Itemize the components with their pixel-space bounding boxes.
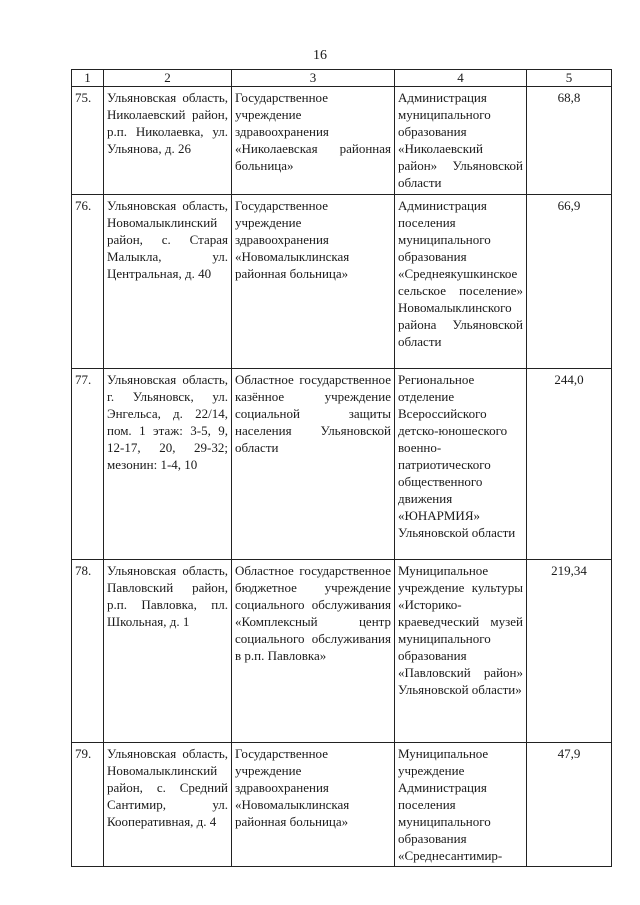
row-number: 76. bbox=[72, 195, 104, 369]
area-cell: 47,9 bbox=[527, 743, 612, 867]
area-cell: 68,8 bbox=[527, 87, 612, 195]
area-cell: 219,34 bbox=[527, 560, 612, 743]
owner-cell: Муниципальное учреждение Администрация поселения муниципального образования «Среднесантимир- bbox=[395, 743, 527, 867]
address-cell: Ульяновская область, Николаевский район, р.п. Николаевка, ул. Ульянова, д. 26 bbox=[104, 87, 232, 195]
page-number: 16 bbox=[313, 48, 327, 63]
area-cell: 66,9 bbox=[527, 195, 612, 369]
owner-cell: Муниципальное учреждение культуры «Историко-краеведческий музей муниципального образования «Павловский район» Ульяновской области» bbox=[395, 560, 527, 743]
owner-cell: Администрация муниципального образования «Николаевский район» Ульяновской области bbox=[395, 87, 527, 195]
user-cell: Государственное учреждение здравоохранения «Николаевская районная больница» bbox=[232, 87, 395, 195]
row-number: 75. bbox=[72, 87, 104, 195]
table-row bbox=[72, 87, 612, 195]
owner-cell: Региональное отделение Всероссийского детско-юношеского военно-патриотического общественного движения «ЮНАРМИЯ» Ульяновской области bbox=[395, 369, 527, 560]
address-cell: Ульяновская область, Новомалыклинский район, с. Средний Сантимир, ул. Кооперативная, д. 4 bbox=[104, 743, 232, 867]
user-cell: Государственное учреждение здравоохранения «Новомалыклинская районная больница» bbox=[232, 743, 395, 867]
user-cell: Областное государственное казённое учреждение социальной защиты населения Ульяновской области bbox=[232, 369, 395, 560]
column-header-3: 3 bbox=[232, 70, 395, 87]
column-header-1: 1 bbox=[72, 70, 104, 87]
property-table bbox=[71, 69, 612, 867]
header-row bbox=[72, 70, 612, 87]
user-cell: Государственное учреждение здравоохранения «Новомалыклинская районная больница» bbox=[232, 195, 395, 369]
row-number: 77. bbox=[72, 369, 104, 560]
owner-cell: Администрация поселения муниципального образования «Среднеякушкинское сельское поселение» Новомалыклинского района Ульяновской области bbox=[395, 195, 527, 369]
address-cell: Ульяновская область, г. Ульяновск, ул. Энгельса, д. 22/14, пом. 1 этаж: 3-5, 9, 12-17, 20, 29-32; мезонин: 1-4, 10 bbox=[104, 369, 232, 560]
area-cell: 244,0 bbox=[527, 369, 612, 560]
address-cell: Ульяновская область, Павловский район, р.п. Павловка, пл. Школьная, д. 1 bbox=[104, 560, 232, 743]
column-header-2: 2 bbox=[104, 70, 232, 87]
column-header-5: 5 bbox=[527, 70, 612, 87]
table-row bbox=[72, 195, 612, 369]
column-header-4: 4 bbox=[395, 70, 527, 87]
table-row bbox=[72, 743, 612, 867]
row-number: 78. bbox=[72, 560, 104, 743]
address-cell: Ульяновская область, Новомалыклинский район, с. Старая Малыкла, ул. Центральная, д. 40 bbox=[104, 195, 232, 369]
table-row bbox=[72, 560, 612, 743]
table-row bbox=[72, 369, 612, 560]
user-cell: Областное государственное бюджетное учреждение социального обслуживания «Комплексный центр социального обслуживания в р.п. Павловка» bbox=[232, 560, 395, 743]
row-number: 79. bbox=[72, 743, 104, 867]
